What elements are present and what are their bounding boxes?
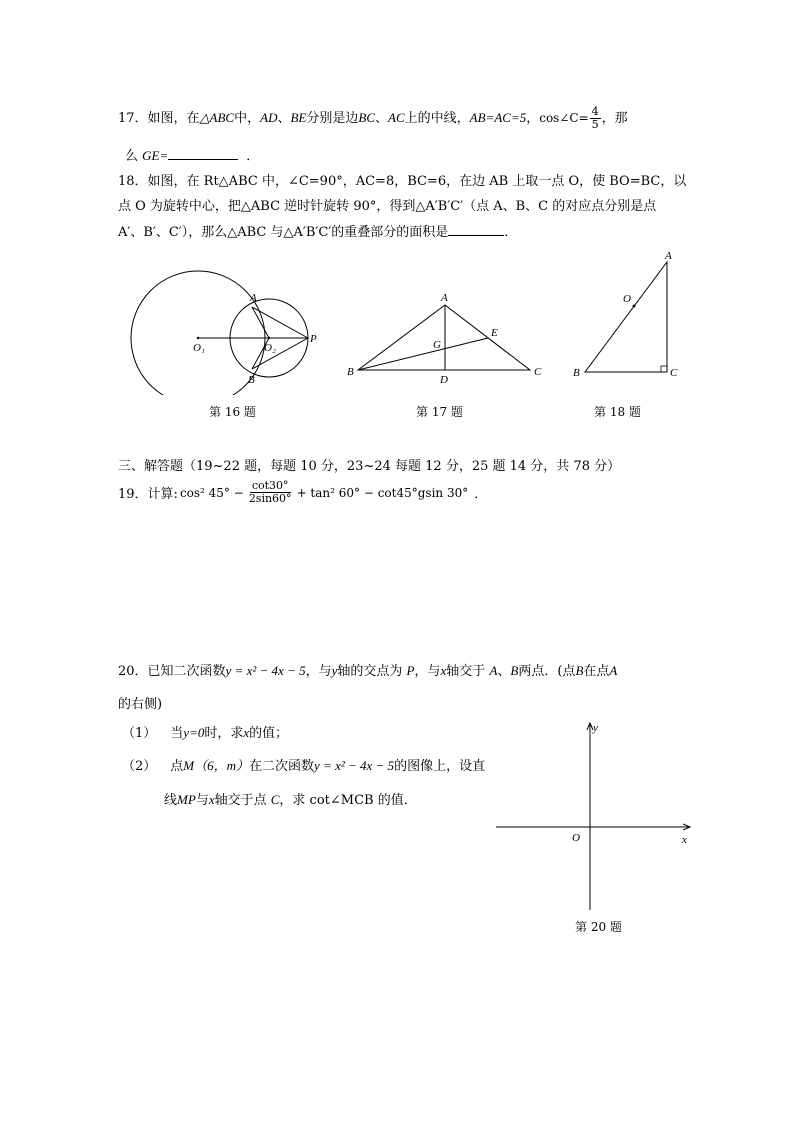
label-o2: O₂ [264,342,276,354]
label-a: A [441,292,448,304]
q20-part1: （1） 当y=0时，求x的值； [122,725,289,741]
q18-line1: 18．如图，在 Rt△ABC 中，∠C=90°，AC=8，BC=6，在边 AB 上取一点 O，使 BO=BC，以 [118,174,687,189]
label-origin: O [572,832,580,844]
q19: 19．计算: cos² 45° − $\frac{\cot 30^\circ}{2\sin 60^\circ}$ + tan² 60° − cot45°gsin 30° ． [118,479,488,505]
q17-line2: 么 GE= ． [125,148,260,164]
label-b: B [248,374,255,386]
label-c: C [534,366,542,378]
label-y: y [593,722,598,734]
q17-line1: 17．如图，在△ABC中，AD、BE分别是边BC、AC上的中线，AB=AC=5，cos∠C= $\frac{4}{5}$ ，那 [118,105,628,131]
median-be [358,338,488,370]
o2-dot [268,337,270,339]
figure-18 [570,248,685,383]
caption-20: 第 20 题 [575,920,622,934]
right-angle-mark [661,366,667,372]
q17-answer-blank[interactable] [168,159,238,160]
figure-20 [490,715,700,915]
label-c: C [670,367,678,379]
figure-17 [342,288,552,388]
caption-16: 第 16 题 [209,405,256,419]
label-o1: O₁ [193,342,205,354]
o1-dot [197,337,199,339]
figure-16 [130,270,330,395]
q20-line1: 20．已知二次函数y = x² − 4x − 5，与y轴的交点为 P，与x轴交于 A、B两点．(点B在点A [118,663,618,679]
q18-line2: 点 O 为旋转中心，把△ABC 逆时针旋转 90°，得到△A′B′C′（点 A、B、C 的对应点分别是点 [118,199,657,214]
triangle-abc [585,262,667,372]
big-circle [131,271,265,395]
q17-fraction: $\frac{4}{5}$ [591,105,599,131]
point-o [633,305,636,308]
q20-line2: 的右侧) [118,697,163,712]
caption-18: 第 18 题 [594,405,641,419]
label-b: B [347,366,354,378]
label-d: D [440,374,448,386]
triangle-abc [358,305,530,370]
label-b: B [573,367,580,379]
label-a: A [250,292,257,304]
label-o: O [623,293,631,305]
q20-part2: （2） 点M（6，m）在二次函数y = x² − 4x − 5的图像上，设直 [122,758,486,774]
caption-17: 第 17 题 [416,405,463,419]
label-a: A [665,250,672,262]
label-x: x [682,834,687,846]
q18-answer-blank[interactable] [448,235,504,236]
section-3-title: 三、解答题（19~22 题，每题 10 分，23~24 每题 12 分，25 题 14 分，共 78 分） [118,459,621,474]
q18-line3: A′、B′、C′），那么△ABC 与△A′B′C′的重叠部分的面积是 ． [118,225,518,240]
q20-part2-cont: 线MP与x轴交于点 C，求 cot∠MCB 的值． [164,792,417,808]
label-e: E [491,327,498,339]
q19-fraction: $\frac{\cot 30^\circ}{2\sin 60^\circ}$ [248,479,292,505]
label-g: G [433,339,441,351]
label-p: P [310,333,317,345]
